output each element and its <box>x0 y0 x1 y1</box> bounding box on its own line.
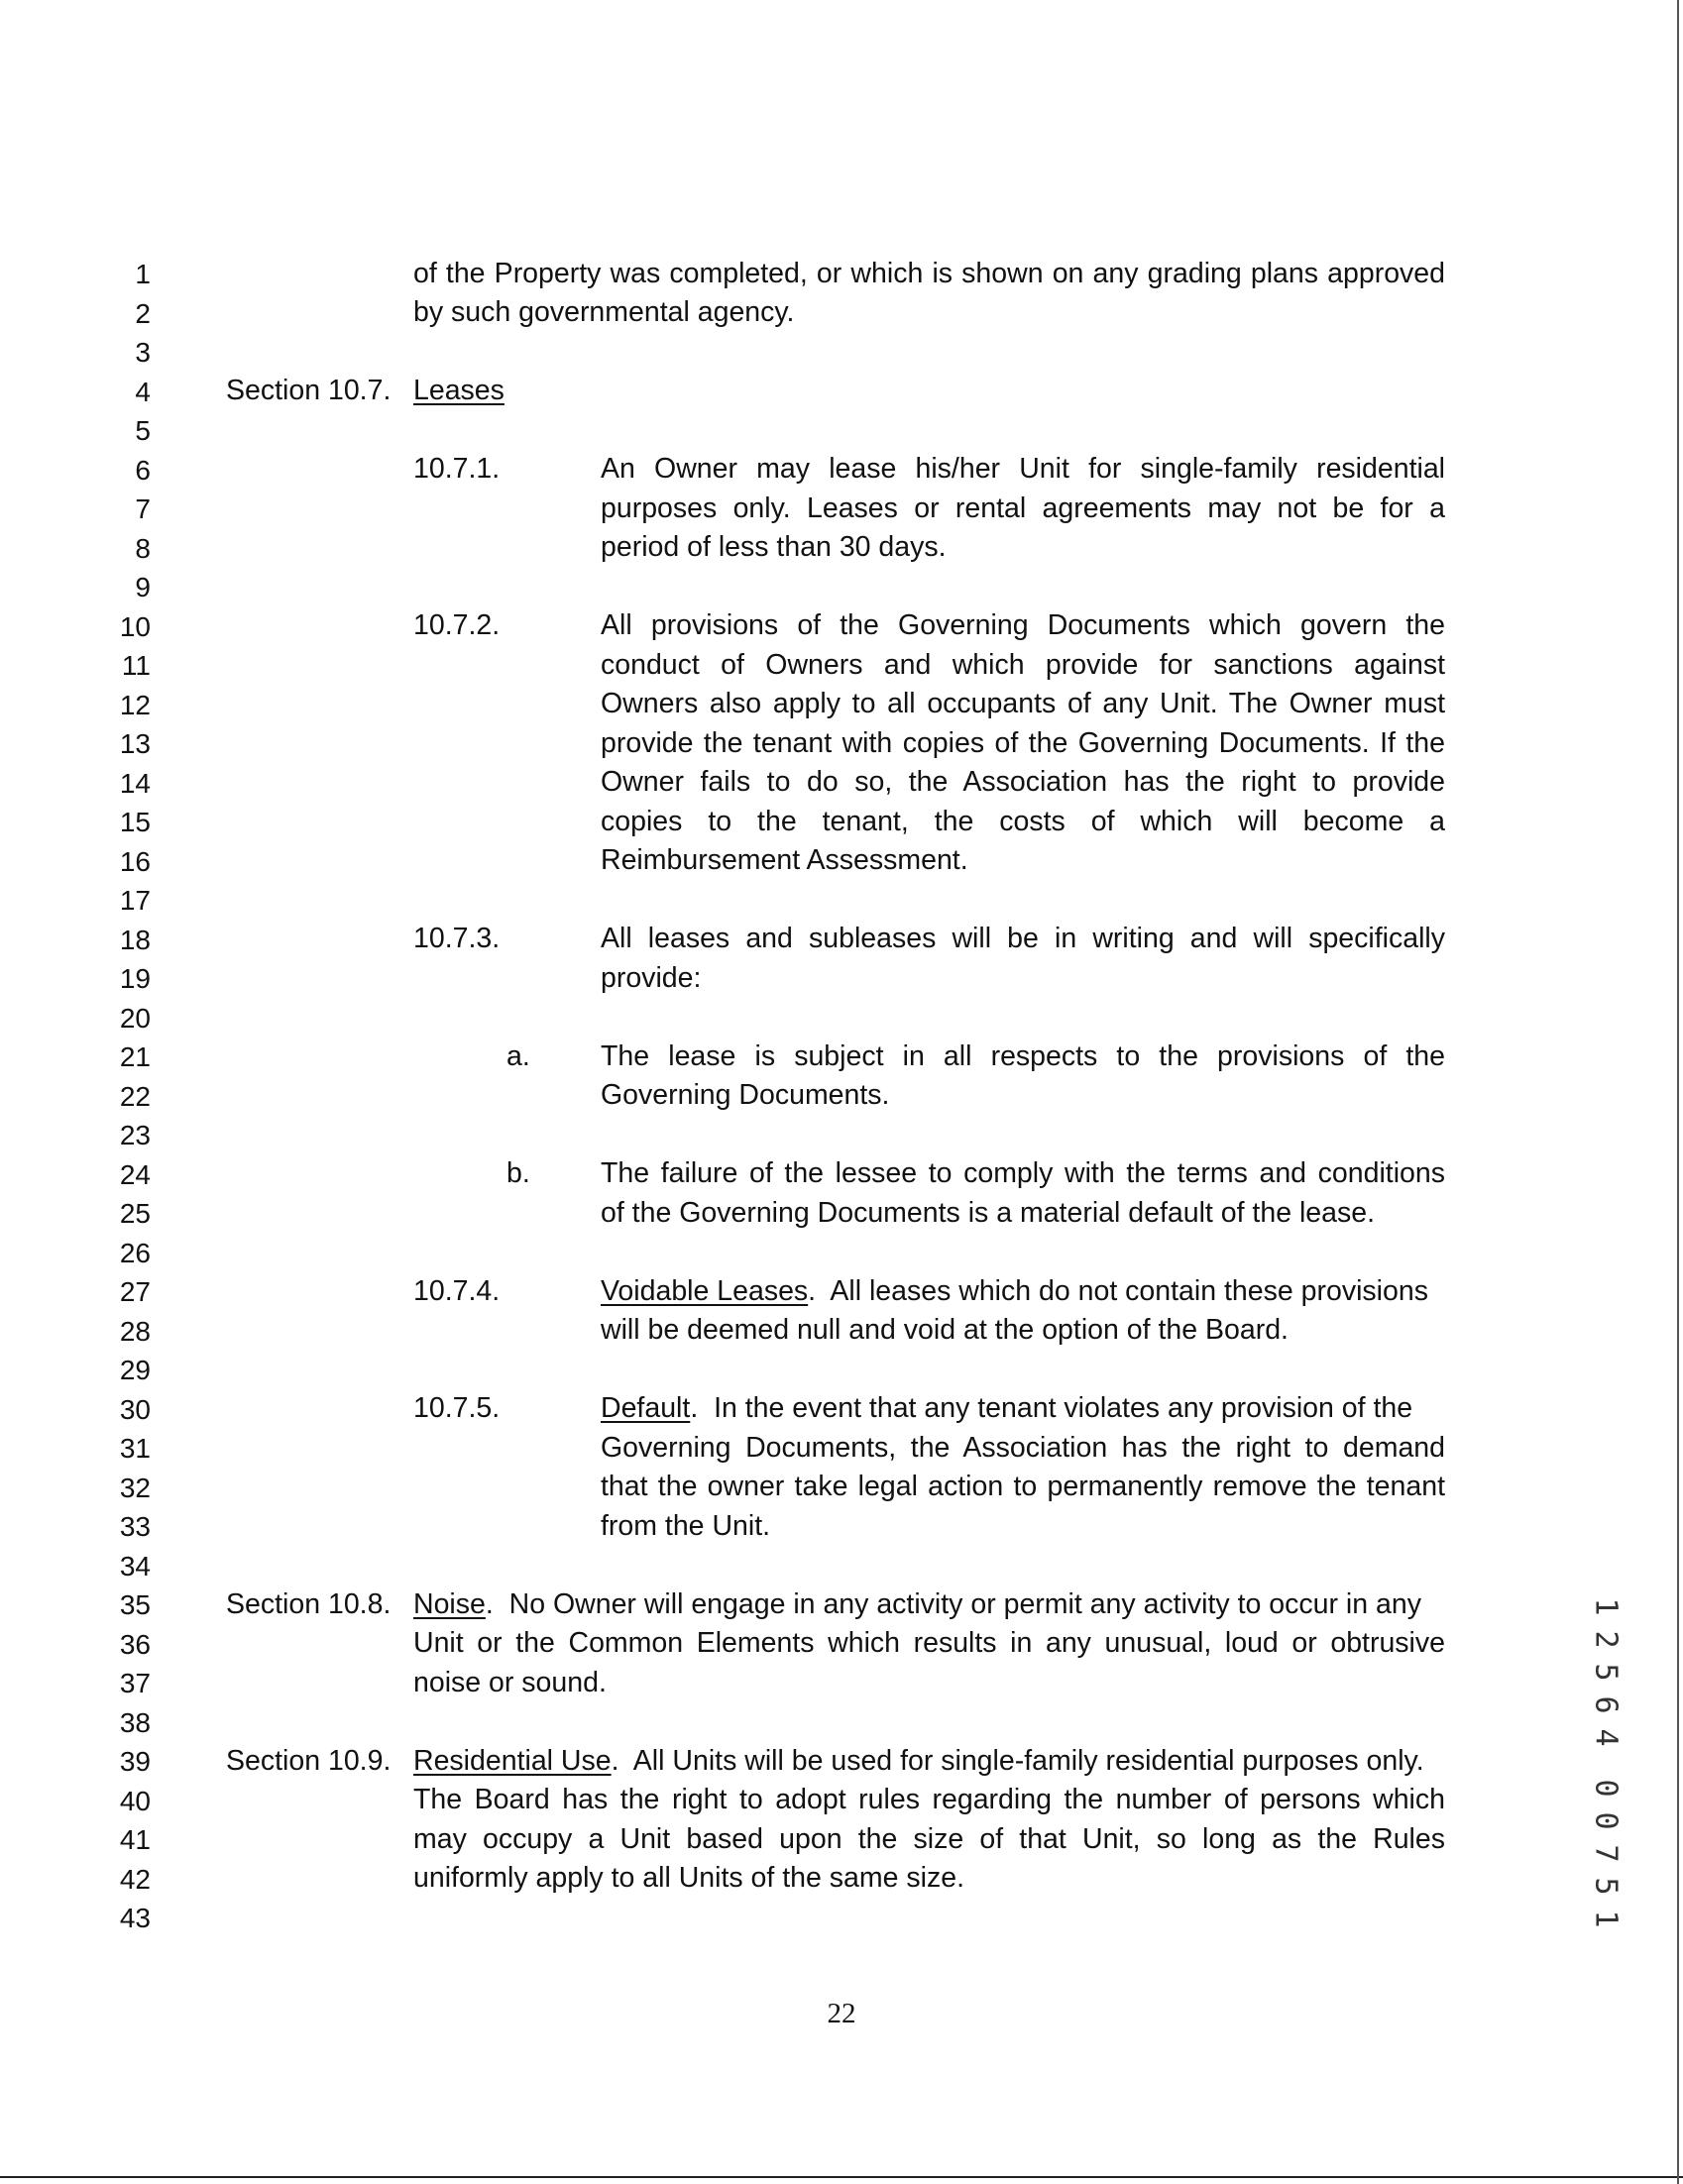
clause-10-7-2-line-3: Owners also apply to all occupants of any Unit. The Owner must <box>601 688 1445 719</box>
clause-10-7-5-line-3: that the owner take legal action to permanently remove the tenant <box>601 1471 1445 1502</box>
section-10-8-first-rest: . No Owner will engage in any activity or permit any activity to occur in any <box>485 1588 1421 1620</box>
document-stamp-number <box>1586 1590 1626 1935</box>
line-number: 13 <box>119 728 151 759</box>
section-10-7-title: Leases <box>413 375 505 406</box>
clause-10-7-2-number: 10.7.2. <box>413 609 501 641</box>
clause-10-7-4-first-rest: . All leases which do not contain these provisions <box>808 1275 1428 1307</box>
section-10-9-line-3: may occupy a Unit based upon the size of that Unit, so long as the Rules <box>413 1823 1445 1855</box>
line-number: 40 <box>119 1785 151 1816</box>
stamp-digit: 7 <box>1588 1844 1624 1863</box>
page-number: 22 <box>827 1998 856 2029</box>
line-number: 12 <box>119 689 151 720</box>
subclause-a-marker: a. <box>506 1040 530 1072</box>
line-number: 10 <box>119 610 151 642</box>
section-10-9-heading: Residential Use <box>413 1745 612 1777</box>
clause-10-7-4-heading: Voidable Leases <box>601 1275 809 1307</box>
stamp-digit: 1 <box>1588 1910 1624 1928</box>
subclause-b-line-2: of the Governing Documents is a material default of the lease. <box>601 1197 1376 1229</box>
line-number: 24 <box>119 1158 151 1190</box>
line-number: 2 <box>135 297 151 329</box>
section-10-8-label: Section 10.8. <box>226 1588 392 1620</box>
line-number: 7 <box>135 493 151 524</box>
section-10-8-line-1 <box>413 1585 1445 1625</box>
line-number: 11 <box>121 650 151 681</box>
line-number: 37 <box>119 1668 151 1698</box>
clause-10-7-4-line-2: will be deemed null and void at the option of the Board. <box>601 1314 1289 1346</box>
subclause-a-line-2: Governing Documents. <box>601 1079 890 1111</box>
clause-10-7-2-line-6: copies to the tenant, the costs of which will become a <box>601 806 1445 837</box>
line-number: 36 <box>119 1628 151 1660</box>
body-line-2: by such governmental agency. <box>413 296 795 328</box>
clause-10-7-3-line-2: provide: <box>601 962 702 994</box>
line-number: 9 <box>135 572 151 602</box>
line-number-column <box>0 0 159 2184</box>
line-number: 5 <box>135 415 151 446</box>
line-number: 25 <box>119 1198 151 1229</box>
section-10-8-heading: Noise <box>413 1588 486 1620</box>
clause-10-7-5-number: 10.7.5. <box>413 1392 501 1424</box>
stamp-digit: 1 <box>1588 1597 1624 1616</box>
stamp-digit: 4 <box>1588 1728 1624 1747</box>
clause-10-7-4-number: 10.7.4. <box>413 1275 501 1307</box>
bottom-edge-line <box>0 2176 1683 2178</box>
line-number: 30 <box>119 1393 151 1425</box>
line-number: 6 <box>135 454 151 486</box>
clause-10-7-3-line-1: All leases and subleases will be in writing and will specifically <box>601 923 1445 954</box>
stamp-digit: 5 <box>1588 1663 1624 1682</box>
line-number: 28 <box>119 1315 151 1347</box>
section-10-9-line-4: uniformly apply to all Units of the same size. <box>413 1862 964 1894</box>
line-number: 41 <box>119 1824 151 1855</box>
section-10-8-line-2: Unit or the Common Elements which results in any unusual, loud or obtrusive <box>413 1627 1445 1659</box>
stamp-digit: 0 <box>1588 1779 1624 1798</box>
section-10-9-line-1 <box>413 1742 1445 1782</box>
clause-10-7-1-number: 10.7.1. <box>413 453 501 485</box>
line-number: 3 <box>135 337 151 368</box>
subclause-a-line-1: The lease is subject in all respects to the provisions of the <box>601 1040 1445 1072</box>
clause-10-7-5-heading: Default <box>601 1392 691 1424</box>
clause-10-7-5-line-1 <box>601 1389 1445 1429</box>
stamp-digit: 6 <box>1588 1695 1624 1714</box>
line-number: 17 <box>119 885 151 916</box>
clause-10-7-1-line-3: period of less than 30 days. <box>601 531 947 563</box>
clause-10-7-2-line-7: Reimbursement Assessment. <box>601 844 968 876</box>
line-number: 38 <box>119 1706 151 1738</box>
clause-10-7-2-line-2: conduct of Owners and which provide for sanctions against <box>601 649 1445 681</box>
line-number: 29 <box>119 1355 151 1385</box>
section-10-9-label: Section 10.9. <box>226 1745 392 1777</box>
line-number: 21 <box>119 1041 151 1072</box>
clause-10-7-2-line-4: provide the tenant with copies of the Governing Documents. If the <box>601 727 1445 759</box>
section-10-7-label: Section 10.7. <box>226 375 392 406</box>
line-number: 15 <box>119 807 151 837</box>
line-number: 4 <box>135 376 151 407</box>
clause-10-7-2-line-5: Owner fails to do so, the Association has the right to provide <box>601 766 1445 798</box>
stamp-digit: 0 <box>1588 1811 1624 1830</box>
line-number: 31 <box>119 1433 151 1464</box>
clause-10-7-1-line-1: An Owner may lease his/her Unit for single-family residential <box>601 453 1445 485</box>
line-number: 43 <box>119 1903 151 1933</box>
clause-10-7-1-line-2: purposes only. Leases or rental agreements may not be for a <box>601 492 1445 524</box>
line-number: 23 <box>119 1120 151 1150</box>
line-number: 27 <box>119 1276 151 1307</box>
line-number: 16 <box>119 845 151 877</box>
section-10-9-first-rest: . All Units will be used for single-family residential purposes only. <box>611 1745 1424 1777</box>
line-number: 35 <box>119 1589 151 1620</box>
line-number: 20 <box>119 1002 151 1034</box>
clause-10-7-2-line-1: All provisions of the Governing Documents which govern the <box>601 609 1445 641</box>
line-number: 19 <box>119 963 151 994</box>
body-line-1: of the Property was completed, or which is shown on any grading plans approved <box>413 258 1445 289</box>
line-number: 39 <box>119 1746 151 1777</box>
line-number: 18 <box>119 924 151 955</box>
line-number: 22 <box>119 1080 151 1112</box>
clause-10-7-4-line-1 <box>601 1272 1445 1312</box>
line-number: 14 <box>119 767 151 799</box>
line-number: 1 <box>135 259 151 289</box>
line-number: 42 <box>119 1863 151 1895</box>
clause-10-7-5-line-4: from the Unit. <box>601 1510 771 1542</box>
section-10-9-line-2: The Board has the right to adopt rules regarding the number of persons which <box>413 1784 1445 1815</box>
line-number: 34 <box>119 1550 151 1582</box>
stamp-digit: 5 <box>1588 1877 1624 1896</box>
clause-10-7-3-number: 10.7.3. <box>413 923 501 954</box>
right-edge-line <box>1677 0 1679 2184</box>
line-number: 26 <box>119 1237 151 1268</box>
line-number: 33 <box>119 1511 151 1542</box>
stamp-digit: 2 <box>1588 1630 1624 1649</box>
clause-10-7-5-line-2: Governing Documents, the Association has the right to demand <box>601 1432 1445 1464</box>
subclause-b-line-1: The failure of the lessee to comply with the terms and conditions <box>601 1157 1445 1189</box>
subclause-b-marker: b. <box>506 1157 530 1189</box>
section-10-8-line-3: noise or sound. <box>413 1667 607 1698</box>
line-number: 8 <box>135 532 151 564</box>
clause-10-7-5-first-rest: . In the event that any tenant violates any provision of the <box>690 1392 1413 1424</box>
line-number: 32 <box>119 1472 151 1503</box>
